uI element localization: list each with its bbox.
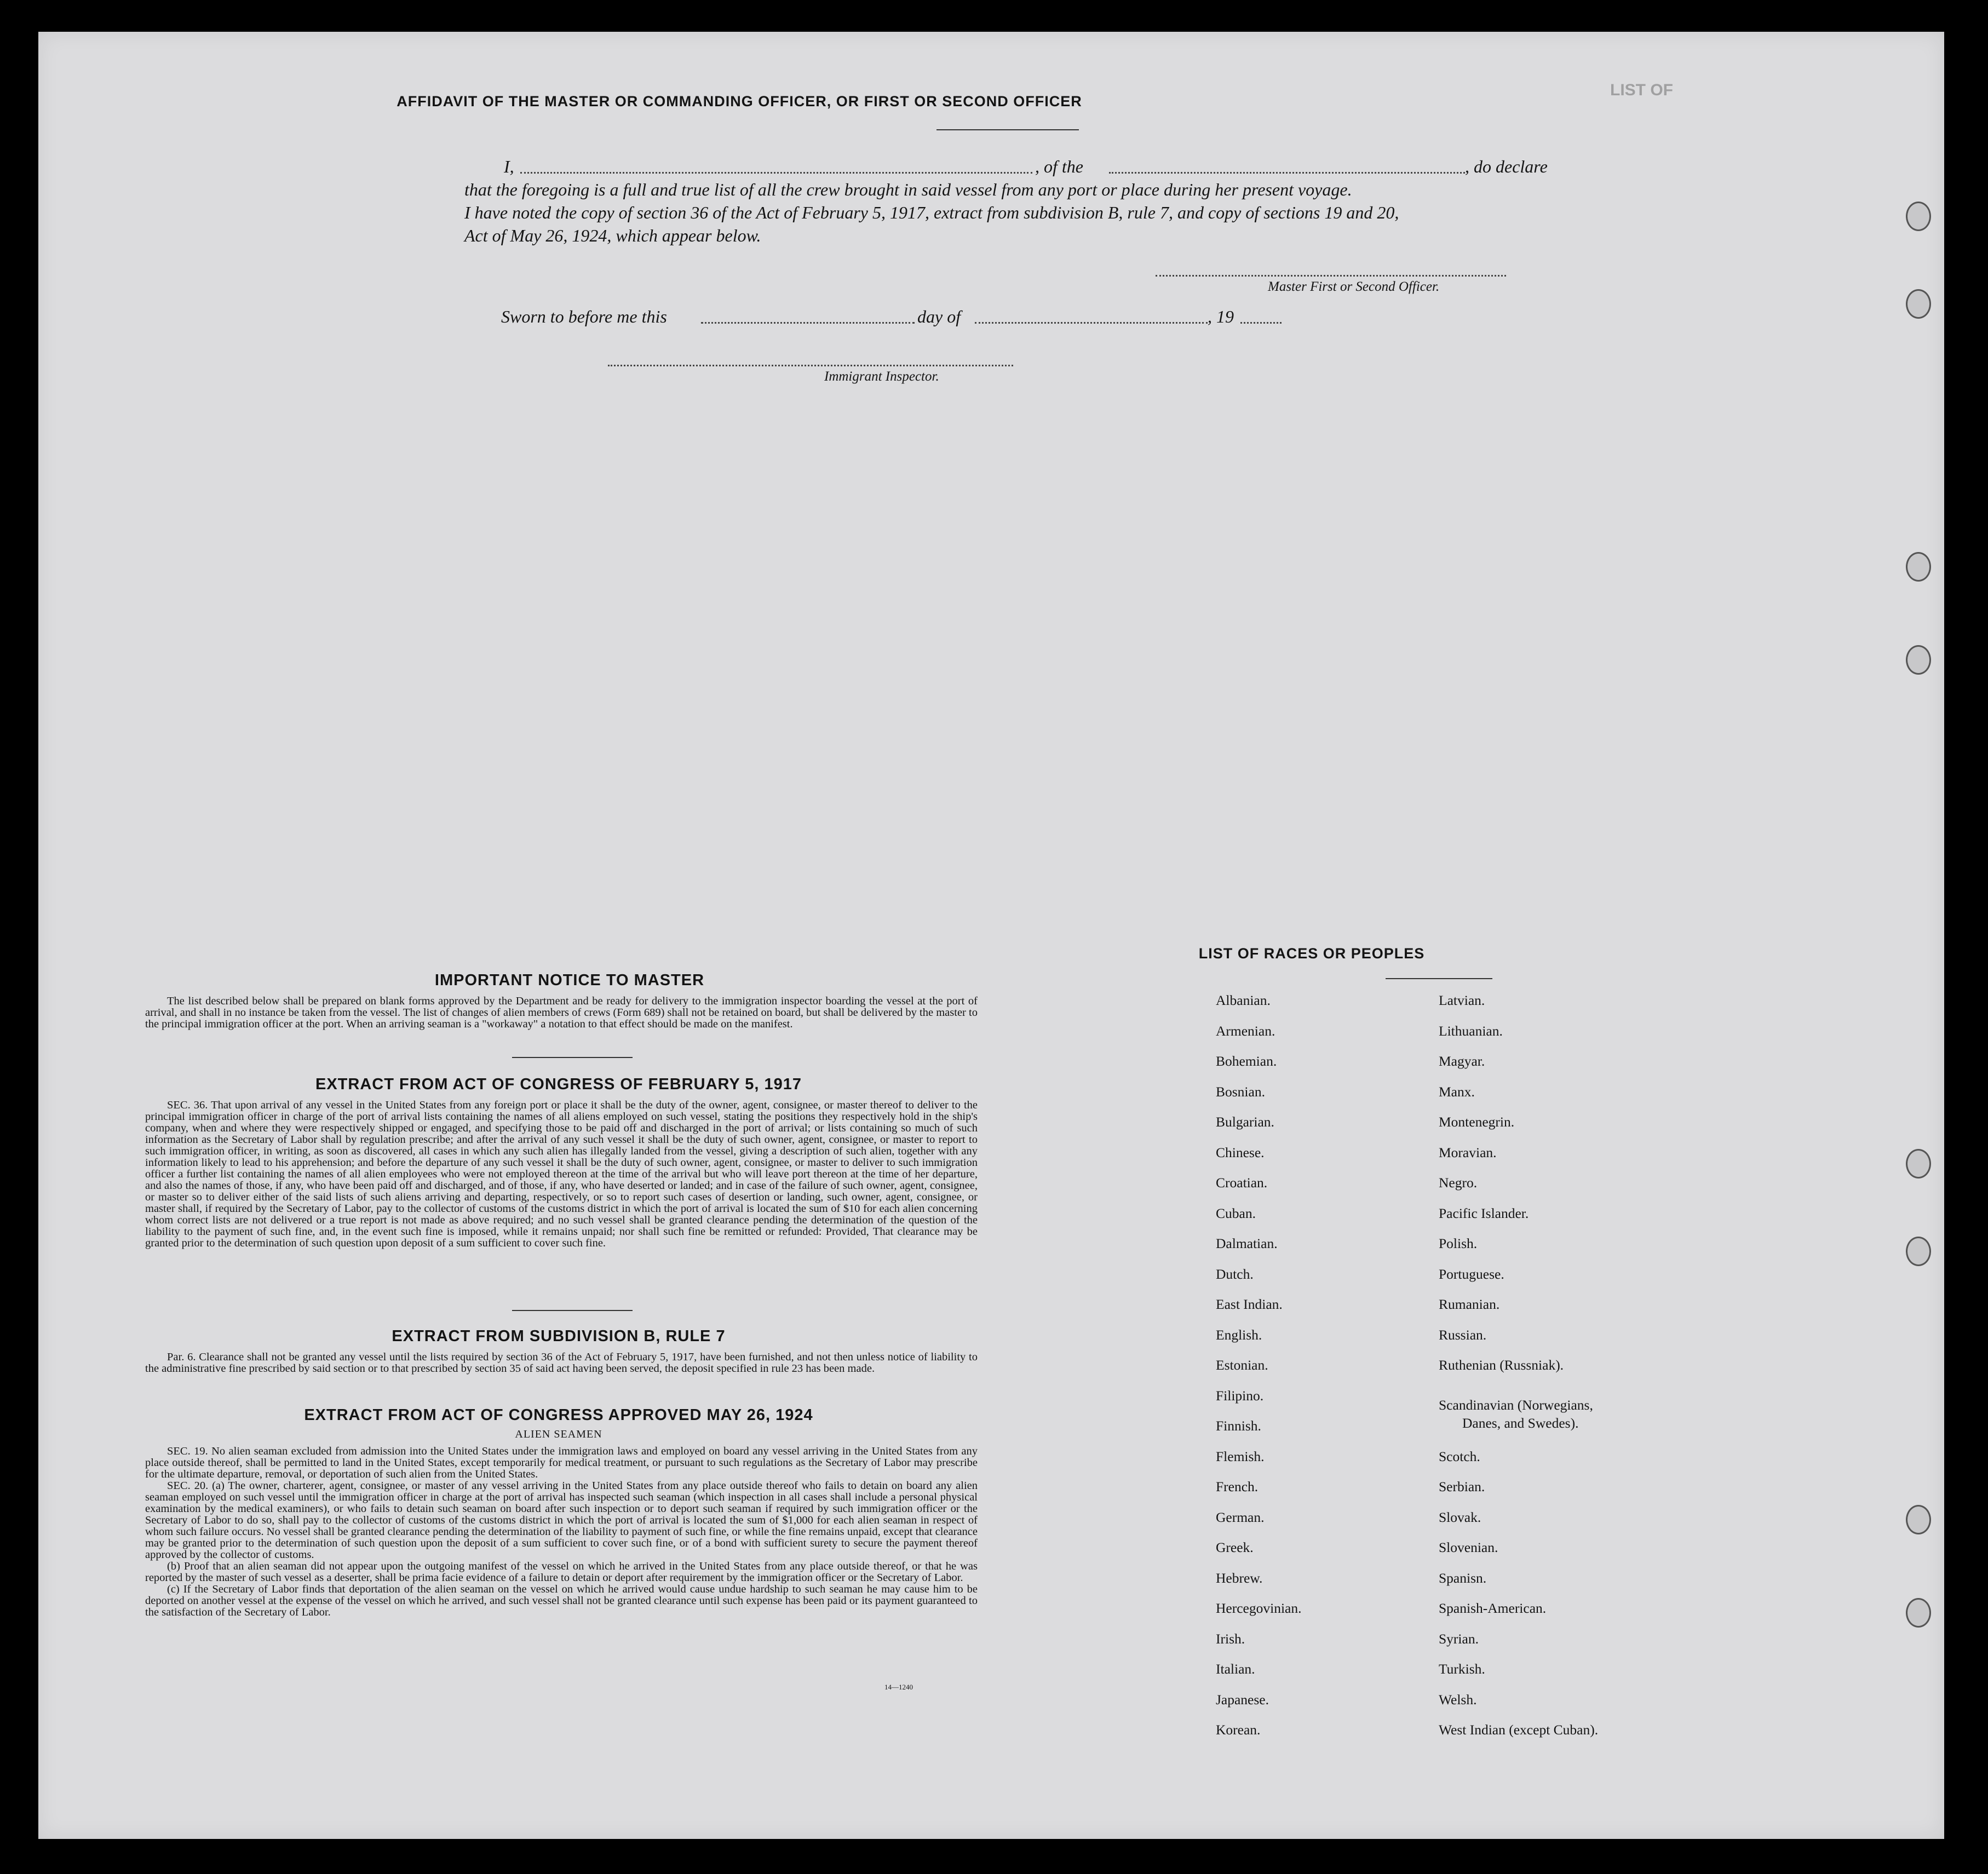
- master-signature-label: Master First or Second Officer.: [1268, 279, 1440, 294]
- race-item: Spanisn.: [1439, 1570, 1487, 1586]
- race-item: Slovak.: [1439, 1509, 1481, 1525]
- races-underline: [1386, 978, 1492, 979]
- divider: [512, 1057, 633, 1058]
- binder-hole-icon: [1906, 552, 1931, 582]
- race-item: German.: [1216, 1509, 1265, 1525]
- race-item: Slovenian.: [1439, 1539, 1498, 1555]
- race-item: Rumanian.: [1439, 1296, 1500, 1312]
- race-item: Russian.: [1439, 1327, 1487, 1343]
- inspector-label: Immigrant Inspector.: [824, 369, 939, 384]
- year-prefix: , 19: [1208, 307, 1234, 326]
- race-item: Latvian.: [1439, 992, 1485, 1008]
- binder-hole-icon: [1906, 202, 1931, 231]
- extract-1917-heading: EXTRACT FROM ACT OF CONGRESS OF FEBRUARY 5, 1917: [315, 1076, 802, 1093]
- race-item: Spanish-American.: [1439, 1600, 1547, 1616]
- binder-hole-icon: [1906, 289, 1931, 319]
- race-item: Dutch.: [1216, 1266, 1254, 1282]
- binder-hole-icon: [1906, 645, 1931, 675]
- race-item: Flemish.: [1216, 1448, 1265, 1464]
- race-item: Hebrew.: [1216, 1570, 1263, 1586]
- race-item: Cuban.: [1216, 1205, 1256, 1221]
- name-blank: [520, 172, 1032, 174]
- form-number: 14—1240: [884, 1683, 913, 1691]
- sworn-text: Sworn to before me this: [501, 307, 667, 326]
- day-of-text: day of: [917, 307, 961, 326]
- race-item: Dalmatian.: [1216, 1235, 1278, 1251]
- affidavit-title: AFFIDAVIT OF THE MASTER OR COMMANDING OFFICER, OR FIRST OR SECOND OFFICER: [397, 93, 1082, 110]
- race-item-continuation: Danes, and Swedes).: [1462, 1415, 1579, 1431]
- race-item: West Indian (except Cuban).: [1439, 1722, 1599, 1738]
- race-item: Lithuanian.: [1439, 1023, 1503, 1039]
- race-item: Turkish.: [1439, 1661, 1485, 1677]
- extract-1924-heading: EXTRACT FROM ACT OF CONGRESS APPROVED MAY 26, 1924: [304, 1406, 813, 1424]
- race-item: Montenegrin.: [1439, 1114, 1515, 1130]
- sworn-day-blank: [701, 322, 915, 324]
- vessel-blank: [1109, 172, 1465, 174]
- race-item: East Indian.: [1216, 1296, 1283, 1312]
- affidavit-line-2: that the foregoing is a full and true list of all the crew brought in said vessel from any port or place during her present voyage.: [464, 180, 1352, 199]
- inspector-signature-line: [608, 365, 1013, 366]
- notice-heading: IMPORTANT NOTICE TO MASTER: [434, 972, 705, 989]
- sec-20b: (b) Proof that an alien seaman did not appear upon the outgoing manifest of the vessel on which he arrived in the United States from any place outside thereof, or that he was reported by the master of such vessel as a deserter, shall be prima facie evidence of a failure to detain or deport after requirement by the immigration officer or the Secretary of Labor.: [145, 1560, 978, 1584]
- race-item: Estonian.: [1216, 1357, 1268, 1373]
- race-item: Bulgarian.: [1216, 1114, 1274, 1130]
- race-item: Negro.: [1439, 1175, 1478, 1191]
- sec-20c: (c) If the Secretary of Labor finds that deportation of the alien seaman on the vessel on which he arrived would cause undue hardship to such seaman he may cause him to be deported on another vessel at the expense of the vessel on which he arrived, and such vessel shall not be granted clearance until such expense has been paid or its payment guaranteed to the satisfaction of the Secretary of Labor.: [145, 1583, 978, 1618]
- race-item: Chinese.: [1216, 1145, 1265, 1160]
- affidavit-i: I,: [504, 157, 514, 176]
- binder-hole-icon: [1906, 1149, 1931, 1179]
- document-page: [38, 32, 1944, 1839]
- divider: [512, 1310, 633, 1311]
- race-item: Portuguese.: [1439, 1266, 1504, 1282]
- race-item: Bohemian.: [1216, 1053, 1277, 1069]
- affidavit-of-the: , of the: [1035, 157, 1083, 176]
- race-item: Finnish.: [1216, 1418, 1261, 1434]
- race-item: Filipino.: [1216, 1388, 1264, 1404]
- race-item: Irish.: [1216, 1631, 1245, 1647]
- year-blank: [1240, 322, 1282, 324]
- sec-19: SEC. 19. No alien seaman excluded from admission into the United States under the immigration laws and employed on board any vessel arriving in the United States from any place outside thereof, shall be permitted to land in the United States, except temporarily for medical treatment, or pursuant to such regulations as the Secretary of Labor may prescribe for the ultimate departure, removal, or deportation of such alien from the United States.: [145, 1445, 978, 1480]
- race-item: Manx.: [1439, 1084, 1475, 1100]
- extract-rule7-heading: EXTRACT FROM SUBDIVISION B, RULE 7: [392, 1327, 726, 1345]
- race-item: Scandinavian (Norwegians,: [1439, 1397, 1593, 1413]
- race-item: Moravian.: [1439, 1145, 1497, 1160]
- race-item: Greek.: [1216, 1539, 1254, 1555]
- race-item: Syrian.: [1439, 1631, 1479, 1647]
- binder-hole-icon: [1906, 1505, 1931, 1534]
- race-item: Magyar.: [1439, 1053, 1485, 1069]
- race-item: Armenian.: [1216, 1023, 1275, 1039]
- affidavit-do-declare: , do declare: [1465, 157, 1548, 176]
- extract-1917-text: SEC. 36. That upon arrival of any vessel in the United States from any foreign port or place it shall be the duty of the owner, agent, consignee, or master thereof to deliver to the principal immigration officer in charge of the port of arrival lists containing the names of all aliens employed on such vessel, stating the positions they respectively hold in the ship's company, when and where they were respectively shipped or engaged, and specifying those to be paid off and discharged in the port of arrival; or lists containing so much of such information as the Secretary of Labor shall by regulation prescribe; and after the arrival of any such vessel it shall be the duty of such owner, agent, consignee, or master to report to such immigration officer, in writing, as soon as discovered, all cases in which any such alien has illegally landed from the vessel, giving a description of such alien, together with any information likely to lead to his apprehension; and before the departure of any such vessel it shall be the duty of such owner, agent, consignee, or master to deliver to such immigration officer a further list containing the names of all alien employees who were not employed thereon at the time of the arrival but who will leave port thereon at the time of her departure, and also the names of those, if any, who have been paid off and discharged, and of those, if any, who have deserted or landed; and in case of the failure of such owner, agent, consignee, or master so to deliver either of the said lists of such aliens arriving and departing, respectively, or so to report such cases of desertion or landing, such owner, agent, consignee, or master shall, if required by the Secretary of Labor, pay to the collector of customs of the customs district in which the port of arrival is located the sum of $10 for each alien concerning whom correct lists are not delivered or a true report is not made as above required; and no such vessel shall be granted clearance pending the determination of the question of the liability to the payment of such fine, and, in the event such fine is imposed, while it remains unpaid; nor shall such fine be remitted or refunded: Provided, That clearance may be granted prior to the determination of such question upon deposit of a sum sufficient to cover such fine.: [145, 1099, 978, 1249]
- race-item: Italian.: [1216, 1661, 1255, 1677]
- extract-1924-text: [145, 1446, 978, 1618]
- race-item: Scotch.: [1439, 1448, 1480, 1464]
- notice-text: The list described below shall be prepared on blank forms approved by the Department and be ready for delivery to the immigration inspector boarding the vessel at the port of arrival, and shall in no instance be taken from the vessel. The list of changes of alien members of crews (Form 689) shall not be retained on board, but shall be delivered by the master to the principal immigration officer at the port. When an arriving seaman is a "workaway" a notation to that effect should be made on the manifest.: [145, 995, 978, 1030]
- race-item: Ruthenian (Russniak).: [1439, 1357, 1564, 1373]
- race-item: Pacific Islander.: [1439, 1205, 1529, 1221]
- sworn-month-blank: [975, 322, 1208, 324]
- affidavit-line-4: Act of May 26, 1924, which appear below.: [464, 226, 761, 245]
- binder-hole-icon: [1906, 1598, 1931, 1628]
- races-heading: LIST OF RACES OR PEOPLES: [1198, 945, 1425, 962]
- master-signature-line: [1156, 275, 1506, 277]
- race-item: Hercegovinian.: [1216, 1600, 1302, 1616]
- race-item: Croatian.: [1216, 1175, 1268, 1191]
- binder-hole-icon: [1906, 1237, 1931, 1266]
- race-item: French.: [1216, 1479, 1259, 1494]
- bleed-through-text: LIST OF: [1610, 81, 1673, 99]
- race-item: English.: [1216, 1327, 1262, 1343]
- race-item: Albanian.: [1216, 992, 1271, 1008]
- title-underline: [936, 129, 1079, 130]
- alien-seamen-subheading: ALIEN SEAMEN: [515, 1428, 602, 1440]
- race-item: Japanese.: [1216, 1692, 1269, 1708]
- race-item: Korean.: [1216, 1722, 1261, 1738]
- extract-rule7-text: Par. 6. Clearance shall not be granted any vessel until the lists required by section 36 of the Act of February 5, 1917, have been furnished, and not then unless notice of liability to the administrative fine prescribed by said section or to that prescribed by section 35 of said act having been served, the deposit specified in rule 23 has been made.: [145, 1351, 978, 1375]
- race-item: Bosnian.: [1216, 1084, 1265, 1100]
- race-item: Polish.: [1439, 1235, 1478, 1251]
- sec-20a: SEC. 20. (a) The owner, charterer, agent, consignee, or master of any vessel arriving in the United States from any place outside thereof who fails to detain on board any alien seaman employed on such vessel until the immigration officer in charge at the port of arrival has inspected such seaman (which inspection in all cases shall include a personal physical examination by the medical examiners), or who fails to detain such seaman on board after such inspection or to deport such seaman if required by such immigration officer or the Secretary of Labor to do so, shall pay to the collector of customs of the customs district in which the port of arrival is located the sum of $1,000 for each alien seaman in respect of whom such failure occurs. No vessel shall be granted clearance pending the determination of the liability to payment of such fine, or while the fine remains unpaid, except that clearance may be granted prior to the determination of such question upon the deposit of a sum sufficient to cover such fine, or of a bond with sufficient surety to secure the payment thereof approved by the collector of customs.: [145, 1480, 978, 1561]
- race-item: Welsh.: [1439, 1692, 1477, 1708]
- affidavit-line-3: I have noted the copy of section 36 of the Act of February 5, 1917, extract from subdivision B, rule 7, and copy of sections 19 and 20,: [464, 203, 1399, 222]
- race-item: Serbian.: [1439, 1479, 1485, 1494]
